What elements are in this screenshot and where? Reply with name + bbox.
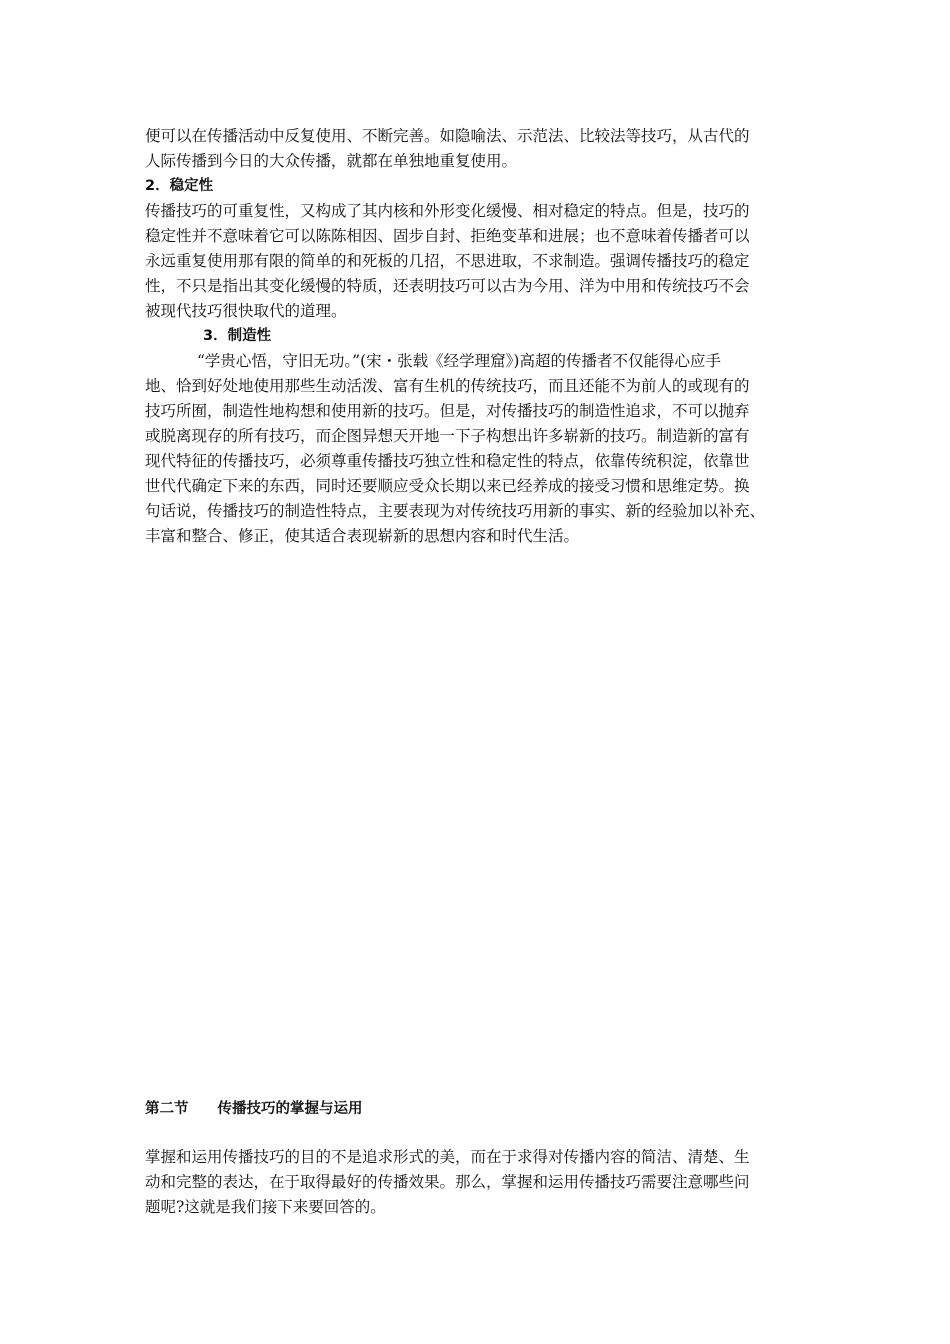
paragraph-line: 永远重复使用那有限的简单的和死板的几招，不思进取，不求制造。强调传播技巧的稳定: [145, 252, 750, 270]
paragraph-line: 动和完整的表达，在于取得最好的传播效果。那么，掌握和运用传播技巧需要注意哪些问: [145, 1173, 750, 1191]
paragraph-line: 掌握和运用传播技巧的目的不是追求形式的美，而在于求得对传播内容的简洁、清楚、生: [145, 1148, 750, 1166]
paragraph-line: 句话说，传播技巧的制造性特点，主要表现为对传统技巧用新的事实、新的经验加以补充、: [145, 502, 766, 520]
paragraph-line: 地、恰到好处地使用那些生动活泼、富有生机的传统技巧，而且还能不为前人的或现有的: [145, 377, 750, 395]
subheading-stability: 2．稳定性: [145, 178, 214, 194]
paragraph-line: “学贵心悟，守旧无功。”(宋・张载《经学理窟》)高超的传播者不仅能得心应手: [197, 352, 721, 370]
section1-text-block: [145, 124, 815, 549]
paragraph-line: 或脱离现存的所有技巧，而企图异想天开地一下子构想出许多崭新的技巧。制造新的富有: [145, 427, 750, 445]
paragraph-line: 丰富和整合、修正，使其适合表现崭新的思想内容和时代生活。: [145, 527, 580, 545]
paragraph-line: 性，不只是指出其变化缓慢的特质，还表明技巧可以古为今用、洋为中用和传统技巧不会: [145, 277, 750, 295]
paragraph-line: 人际传播到今日的大众传播，就都在单独地重复使用。: [145, 152, 518, 170]
paragraph-line: 技巧所囿，制造性地构想和使用新的技巧。但是，对传播技巧的制造性追求，不可以抛弃: [145, 402, 750, 420]
paragraph-line: 题呢?这就是我们接下来要回答的。: [145, 1198, 386, 1216]
paragraph-line: 现代特征的传播技巧，必须尊重传播技巧独立性和稳定性的特点，依靠传统积淀，依靠世: [145, 452, 750, 470]
paragraph-line: 稳定性并不意味着它可以陈陈相因、固步自封、拒绝变革和进展；也不意味着传播者可以: [145, 227, 750, 245]
paragraph-line: 被现代技巧很快取代的道理。: [145, 302, 347, 320]
subheading-creativity: 3．制造性: [203, 328, 272, 344]
paragraph-line: 传播技巧的可重复性，又构成了其内核和外形变化缓慢、相对稳定的特点。但是，技巧的: [145, 202, 750, 220]
paragraph-line: 便可以在传播活动中反复使用、不断完善。如隐喻法、示范法、比较法等技巧，从古代的: [145, 127, 750, 145]
paragraph-line: 世代代确定下来的东西，同时还要顺应受众长期以来已经养成的接受习惯和思维定势。换: [145, 477, 750, 495]
section2-text-block: [145, 1145, 815, 1220]
section-title: 第二节 传播技巧的掌握与运用: [145, 1101, 363, 1117]
